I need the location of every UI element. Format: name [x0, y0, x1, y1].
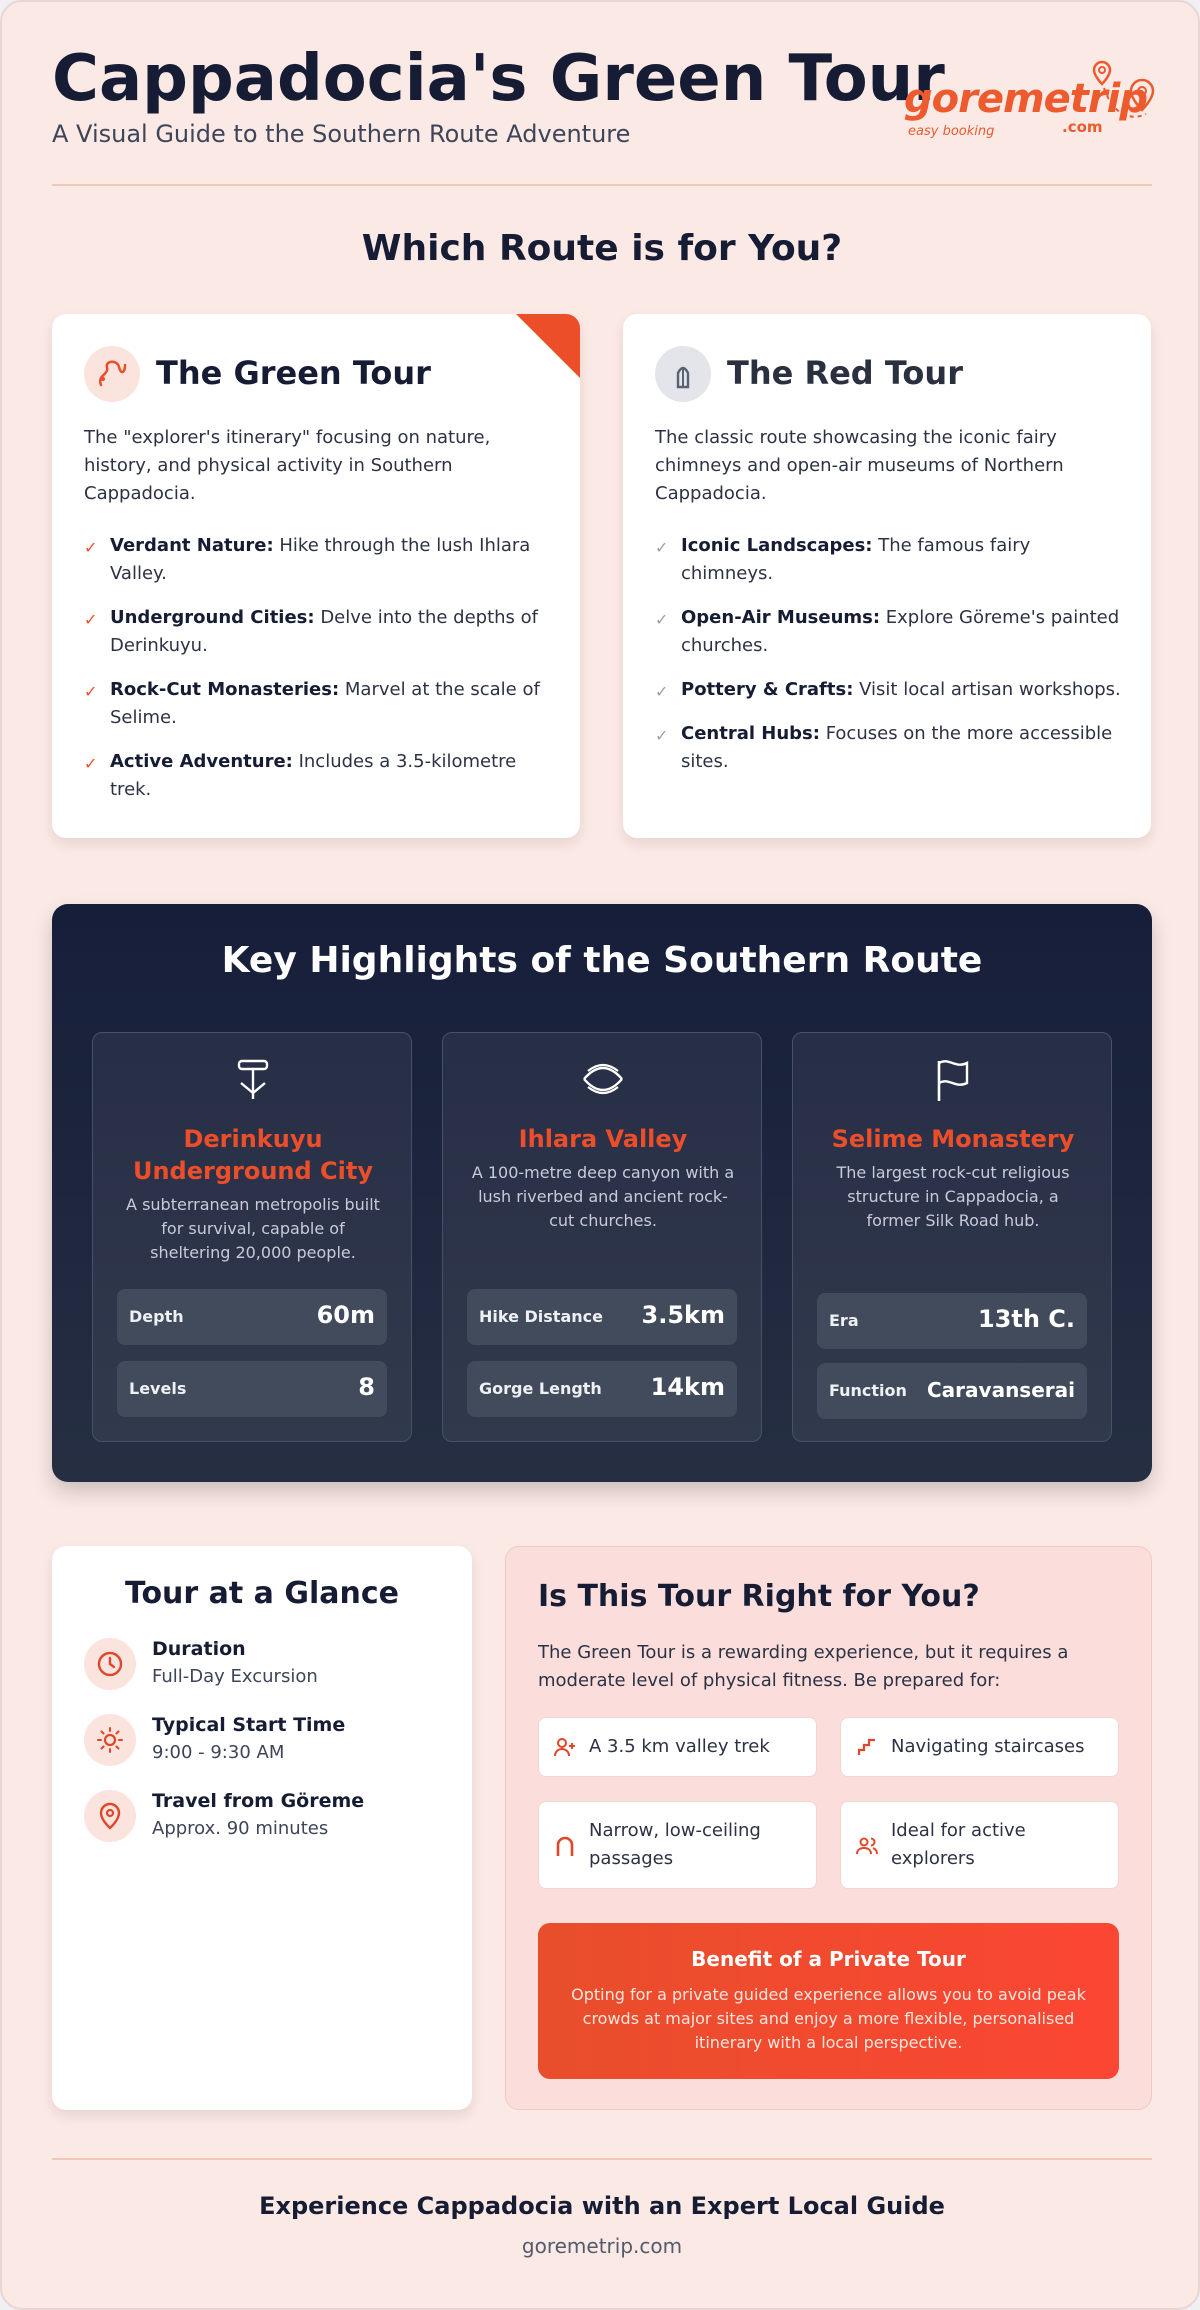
highlight-card-selime — [792, 1032, 1112, 1442]
fairy-chimney-icon — [655, 346, 711, 402]
flag-icon — [793, 1057, 1113, 1107]
stat-gorge-length: Gorge Length 14km — [467, 1361, 737, 1417]
private-tour-benefit-banner — [538, 1923, 1119, 2079]
benefit-title: Benefit of a Private Tour — [691, 1947, 966, 1971]
check-icon: ✓ — [655, 538, 669, 557]
stat-hike-distance: Hike Distance 3.5km — [467, 1289, 737, 1345]
users-icon — [855, 1834, 879, 1858]
green-tour-title: The Green Tour — [156, 354, 431, 392]
list-item: ✓ Verdant Nature: Hike through the lush Ihlara Valley. — [84, 535, 531, 584]
benefit-text: Opting for a private guided experience allows you to avoid peak crowds at major sites and enjoy a more flexible, personalised itinerary with a local perspective. — [571, 1985, 1086, 2052]
compare-section-title: Which Route is for You? — [361, 228, 843, 269]
footer-title: Experience Cappadocia with an Expert Local Guide — [259, 2192, 945, 2220]
glance-item-start-time: Typical Start Time 9:00 - 9:30 AM — [84, 1714, 444, 1774]
glance-title: Tour at a Glance — [124, 1576, 400, 1611]
check-icon: ✓ — [84, 754, 98, 773]
stat-levels: Levels 8 — [117, 1361, 387, 1417]
highlight-description: A subterranean metropolis built for survival, capable of sheltering 20,000 people. — [126, 1195, 380, 1262]
stairs-icon — [855, 1735, 879, 1759]
highlight-title: Derinkuyu Underground City — [132, 1125, 374, 1185]
map-pin-icon — [1084, 58, 1162, 128]
page-title: Cappadocia's Green Tour — [52, 42, 945, 116]
list-item: ✓ Iconic Landscapes: The famous fairy chimneys. — [655, 535, 1031, 584]
fit-title: Is This Tour Right for You? — [538, 1579, 980, 1614]
footer-url-link[interactable]: goremetrip.com — [521, 2234, 683, 2258]
user-plus-icon — [553, 1735, 577, 1759]
list-item: ✓ Open-Air Museums: Explore Göreme's painted churches. — [655, 607, 1120, 656]
highlights-title: Key Highlights of the Southern Route — [221, 940, 983, 981]
valley-canyon-icon — [443, 1057, 763, 1107]
logo-domain: .com — [1062, 118, 1103, 136]
sun-icon — [84, 1714, 136, 1766]
highlight-card-ihlara — [442, 1032, 762, 1442]
red-tour-card — [623, 314, 1151, 838]
check-icon: ✓ — [84, 682, 98, 701]
check-icon: ✓ — [84, 610, 98, 629]
requirement-trek: A 3.5 km valley trek — [538, 1717, 817, 1777]
highlights-panel — [52, 904, 1152, 1482]
stat-era: Era 13th C. — [817, 1293, 1087, 1349]
requirement-active: Ideal for active explorers — [840, 1801, 1119, 1889]
check-icon: ✓ — [655, 726, 669, 745]
check-icon: ✓ — [84, 538, 98, 557]
list-item: ✓ Central Hubs: Focuses on the more accessible sites. — [655, 723, 1113, 772]
highlight-card-derinkuyu — [92, 1032, 412, 1442]
stat-depth: Depth 60m — [117, 1289, 387, 1345]
requirement-passages: Narrow, low-ceiling passages — [538, 1801, 817, 1889]
red-tour-list — [655, 532, 1125, 792]
check-icon: ✓ — [655, 682, 669, 701]
green-tour-list — [84, 532, 554, 820]
green-tour-card — [52, 314, 580, 838]
glance-item-travel: Travel from Göreme Approx. 90 minutes — [84, 1790, 444, 1850]
red-tour-title: The Red Tour — [727, 354, 963, 392]
requirement-stairs: Navigating staircases — [840, 1717, 1119, 1777]
fit-description: The Green Tour is a rewarding experience, but it requires a moderate level of physical fitness. Be prepared for: — [538, 1642, 1069, 1691]
logo-tagline: easy booking — [908, 124, 995, 139]
clock-icon — [84, 1638, 136, 1690]
underground-shaft-icon — [93, 1057, 413, 1107]
map-pin-icon — [84, 1790, 136, 1842]
header-divider — [52, 184, 1152, 186]
highlight-description: The largest rock-cut religious structure in Cappadocia, a former Silk Road hub. — [836, 1163, 1070, 1230]
card-corner-ribbon — [516, 314, 580, 378]
list-item: ✓ Rock-Cut Monasteries: Marvel at the scale of Selime. — [84, 679, 540, 728]
highlight-title: Selime Monastery — [831, 1125, 1075, 1153]
winding-path-icon — [84, 346, 140, 402]
check-icon: ✓ — [655, 610, 669, 629]
tour-at-a-glance-card — [52, 1546, 472, 2110]
list-item: ✓ Pottery & Crafts: Visit local artisan workshops. — [655, 676, 1125, 704]
highlight-description: A 100-metre deep canyon with a lush riverbed and ancient rock-cut churches. — [471, 1163, 735, 1230]
list-item: ✓ Underground Cities: Delve into the depths of Derinkuyu. — [84, 607, 539, 656]
highlight-title: Ihlara Valley — [518, 1125, 688, 1153]
footer-divider — [52, 2158, 1152, 2160]
glance-item-duration: Duration Full-Day Excursion — [84, 1638, 444, 1698]
tour-fit-card — [505, 1546, 1152, 2110]
stat-function: Function Caravanserai — [817, 1363, 1087, 1419]
green-tour-description: The "explorer's itinerary" focusing on nature, history, and physical activity in Southern Cappadocia. — [84, 427, 491, 504]
logo-wordmark: goremetrip — [904, 76, 1147, 122]
arch-icon — [553, 1834, 577, 1858]
goremetrip-logo[interactable] — [902, 58, 1162, 148]
page-subtitle: A Visual Guide to the Southern Route Adventure — [52, 120, 631, 148]
red-tour-description: The classic route showcasing the iconic fairy chimneys and open-air museums of Northern Cappadocia. — [655, 427, 1064, 504]
list-item: ✓ Active Adventure: Includes a 3.5-kilometre trek. — [84, 751, 517, 800]
